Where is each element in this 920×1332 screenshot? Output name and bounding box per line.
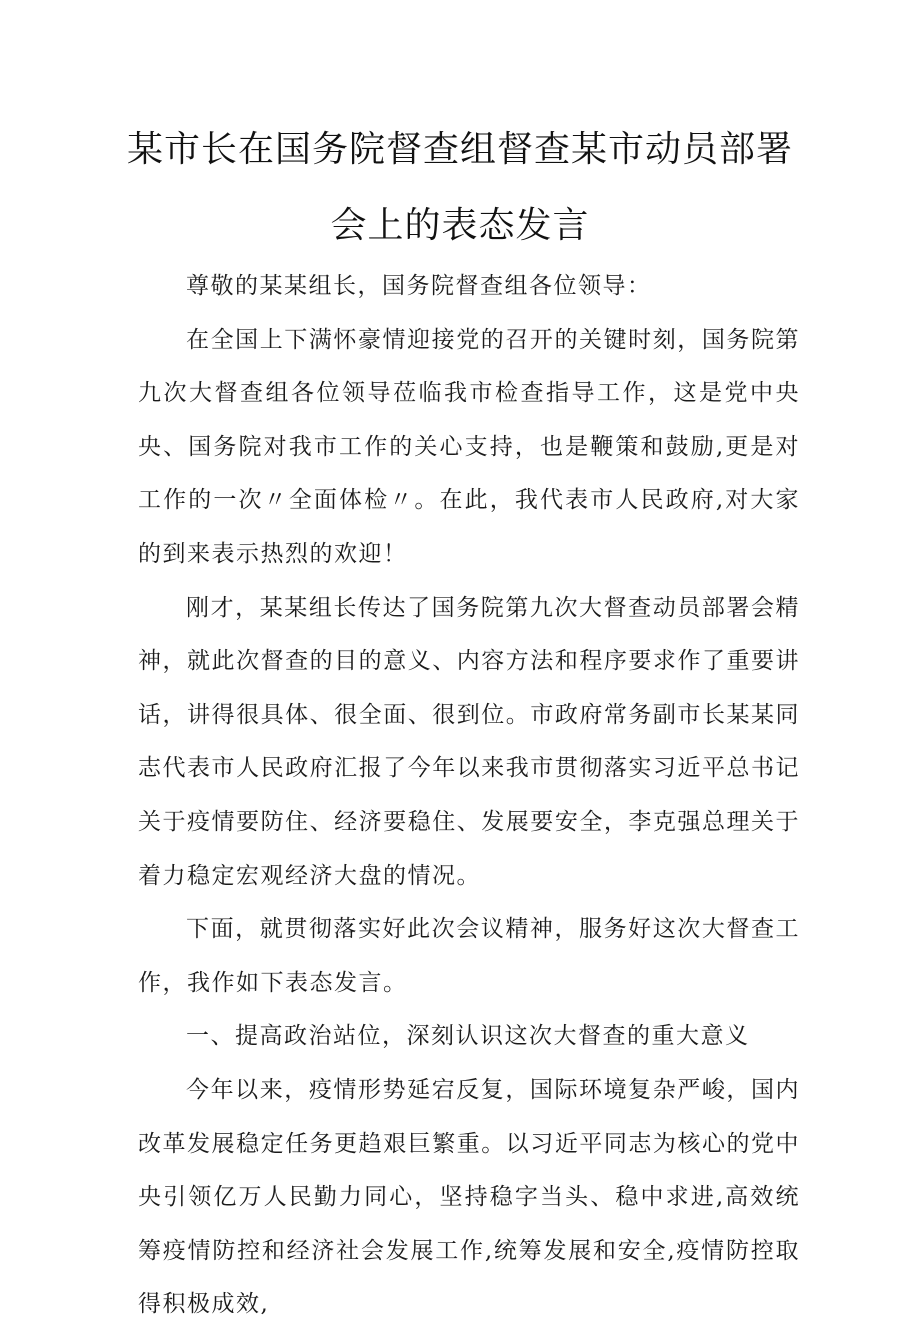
document-title-line-1: 某市长在国务院督查组督查某市动员部署 — [126, 129, 793, 170]
document-body — [138, 260, 800, 1332]
document-title-line-2: 会上的表态发言 — [330, 205, 590, 246]
paragraph-intro: 下面，就贯彻落实好此次会议精神，服务好这次大督查工作，我作如下表态发言。 — [138, 916, 800, 996]
paragraph-summary: 刚才，某某组长传达了国务院第九次大督查动员部署会精神，就此次督查的目的意义、内容方法和程序要求作了重要讲话，讲得很具体、很全面、很到位。市政府常务副市长某某同志代表市人民政府汇报了今年以来我市贯彻落实习近平总书记关于疫情要防住、经济要稳住、发展要安全，李克强总理关于着力稳定宏观经济大盘的情况。 — [138, 594, 800, 889]
paragraph-section-1: 今年以来，疫情形势延宕反复，国际环境复杂严峻，国内改革发展稳定任务更趋艰巨繁重。以习近平同志为核心的党中央引领亿万人民勤力同心，坚持稳字当头、稳中求进,高效统筹疫情防控和经济社会发展工作,统筹发展和安全,疫情防控取得积极成效, — [138, 1076, 800, 1318]
salutation: 尊敬的某某组长，国务院督查组各位领导： — [186, 273, 652, 299]
section-heading-1: 一、提高政治站位，深刻认识这次大督查的重大意义 — [186, 1023, 750, 1050]
paragraph-welcome: 在全国上下满怀豪情迎接党的召开的关键时刻，国务院第九次大督查组各位领导莅临我市检查指导工作，这是党中央央、国务院对我市工作的关心支持，也是鞭策和鼓励,更是对工作的一次〃全面体检〃。在此，我代表市人民政府,对大家的到来表示热烈的欢迎！ — [138, 326, 800, 567]
